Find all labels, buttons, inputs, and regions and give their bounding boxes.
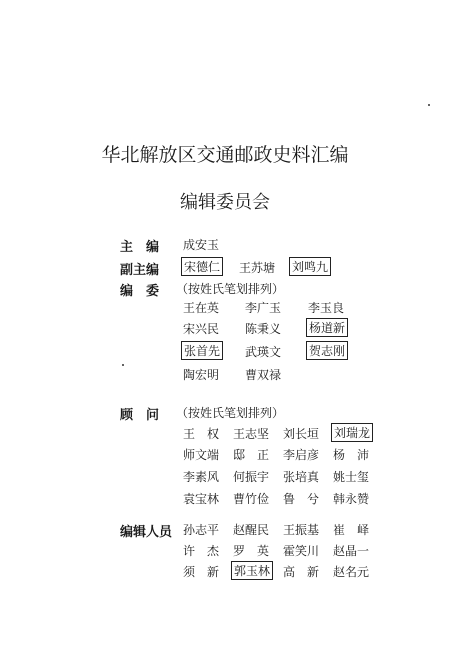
- advisor-name: 李启彦: [283, 448, 320, 462]
- speck-dot: [428, 104, 430, 106]
- editing-staff-name: 孙志平: [183, 523, 220, 537]
- advisor-name: 曹竹俭: [233, 492, 270, 506]
- advisor-name: 邸 正: [233, 448, 270, 462]
- editing-staff-name: 高 新: [283, 565, 320, 579]
- committee-title: 编辑委员会: [180, 192, 270, 213]
- editing-staff-name: 赵醒民: [233, 523, 270, 537]
- advisor-name: 师文端: [183, 448, 220, 462]
- committee-member-name: 陶宏明: [183, 368, 220, 382]
- advisor-name: 何振宇: [233, 470, 270, 484]
- committee-member-name: 贺志刚: [306, 341, 348, 360]
- deputy-chief-editor-label: 副主编: [120, 263, 160, 278]
- advisor-name: 李素风: [183, 470, 220, 484]
- advisor-name: 姚士玺: [333, 470, 370, 484]
- editing-staff-name: 郭玉林: [231, 561, 273, 580]
- committee-member-name: 陈秉义: [245, 322, 282, 336]
- deputy-chief-editor-name: 王苏塘: [239, 261, 276, 275]
- committee-member-name: 李玉良: [308, 301, 345, 315]
- editing-staff-name: 王振基: [283, 523, 320, 537]
- committee-member-name: 曹双禄: [245, 368, 282, 382]
- committee-member-name: 张首先: [181, 341, 223, 360]
- deputy-chief-editor-name: 刘鸣九: [289, 257, 331, 276]
- advisor-name: 刘长垣: [283, 427, 320, 441]
- editing-staff-name: 赵名元: [333, 565, 370, 579]
- editing-staff-name: 须 新: [183, 565, 220, 579]
- editing-staff-name: 许 杰: [183, 544, 220, 558]
- editing-staff-name: 霍笑川: [283, 544, 320, 558]
- advisor-name: 王志坚: [233, 427, 270, 441]
- deputy-chief-editor-name: 宋德仁: [181, 257, 223, 276]
- committee-member-name: 杨道新: [306, 318, 348, 337]
- editing-staff-name: 崔 峄: [333, 523, 370, 537]
- advisor-name: 鲁 兮: [283, 492, 320, 506]
- committee-member-name: 王在英: [183, 301, 220, 315]
- editing-staff-name: 赵晶一: [333, 544, 370, 558]
- committee-members-label: 编 委: [120, 284, 160, 299]
- speck-dot: [122, 364, 124, 366]
- advisor-name: 韩永赞: [333, 492, 370, 506]
- editing-staff-label: 编辑人员: [120, 525, 173, 540]
- committee-member-name: 武瑛文: [245, 345, 282, 359]
- committee-member-name: 宋兴民: [183, 322, 220, 336]
- advisors-note: （按姓氏笔划排列）: [176, 406, 285, 420]
- book-title: 华北解放区交通邮政史料汇编: [101, 144, 349, 166]
- editing-staff-name: 罗 英: [233, 544, 270, 558]
- chief-editor-label: 主 编: [120, 240, 160, 255]
- committee-members-note: （按姓氏笔划排列）: [176, 282, 285, 296]
- chief-editor-name: 成安玉: [183, 238, 220, 252]
- committee-member-name: 李广玉: [245, 301, 282, 315]
- advisor-name: 张培真: [283, 470, 320, 484]
- advisor-name: 刘瑞龙: [331, 423, 373, 442]
- advisors-label: 顾 问: [120, 408, 160, 423]
- advisor-name: 王 权: [183, 427, 220, 441]
- advisor-name: 杨 沛: [333, 448, 370, 462]
- advisor-name: 袁宝林: [183, 492, 220, 506]
